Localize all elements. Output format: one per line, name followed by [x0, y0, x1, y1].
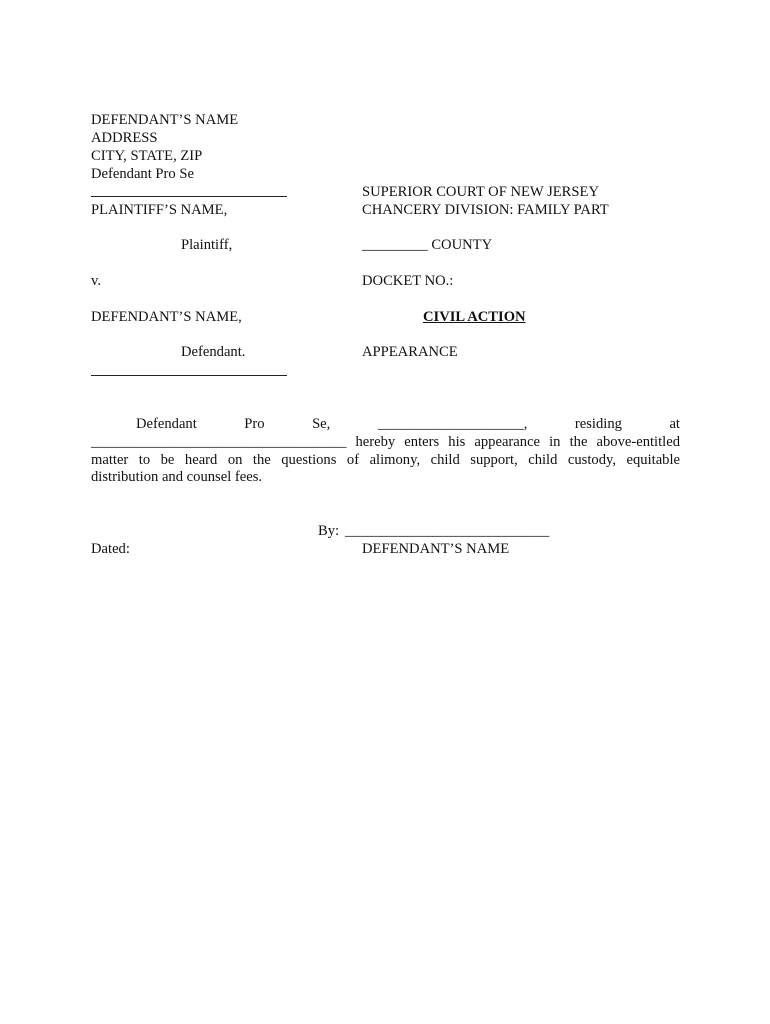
caption-bottom-rule — [91, 375, 287, 376]
pro-se-label: Defendant Pro Se — [91, 166, 194, 182]
paragraph-line-3: matter to be heard on the questions of alimony, child support, child custody, equitable — [91, 452, 680, 468]
defendant-name-caption: DEFENDANT’S NAME, — [91, 309, 242, 325]
civil-action-heading: CIVIL ACTION — [423, 309, 526, 325]
paragraph-line-4: distribution and counsel fees. — [91, 469, 263, 485]
by-label: By: — [318, 523, 340, 539]
county: _________ COUNTY — [362, 237, 493, 253]
division: CHANCERY DIVISION: FAMILY PART — [362, 202, 609, 218]
plaintiff-label: Plaintiff, — [181, 237, 233, 253]
paragraph-line-2: ___________________________________ hereby enters his appearance in the above-entitled — [91, 434, 680, 450]
signer-name: DEFENDANT’S NAME — [362, 541, 510, 557]
address: ADDRESS — [91, 130, 158, 146]
court-name: SUPERIOR COURT OF NEW JERSEY — [362, 184, 599, 200]
versus: v. — [91, 273, 101, 289]
paragraph-line-1: Defendant Pro Se, ____________________, residing at — [136, 416, 680, 432]
document-title: APPEARANCE — [362, 344, 458, 360]
signature-line: ____________________________ — [345, 523, 550, 539]
dated-label: Dated: — [91, 541, 130, 557]
city-state-zip: CITY, STATE, ZIP — [91, 148, 203, 164]
plaintiff-name: PLAINTIFF’S NAME, — [91, 202, 228, 218]
defendant-name-header: DEFENDANT’S NAME — [91, 112, 239, 128]
caption-top-rule — [91, 196, 287, 197]
docket-number: DOCKET NO.: — [362, 273, 454, 289]
defendant-label: Defendant. — [181, 344, 246, 360]
